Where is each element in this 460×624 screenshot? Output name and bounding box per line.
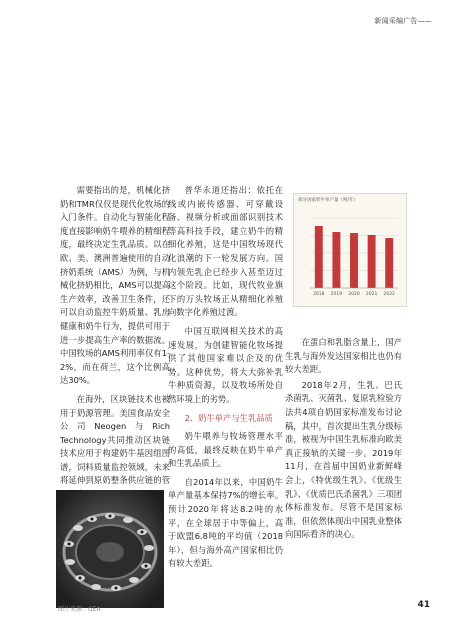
x-tick-label: 2020 [348,292,360,297]
paragraph: 在海外，区块链技术也被用于奶源管理。美国食品安全公司Neogen与Rich Technology共同推动区块链技术应用于构建奶牛基因组图谱，饲料质量监控领域，未来将延伸到原奶整条供应链的管 [60,393,170,486]
paragraph: 奶牛喂养与牧场管理水平的高低，最终反映在奶牛单产和生乳品质上。 [168,431,283,469]
x-tick-label: 2022 [383,292,395,297]
paragraph: 在蛋白和乳脂含量上，国产生乳与海外发达国家相比也仍有较大差距。 [285,337,402,375]
text-column-1 [60,184,170,502]
paragraph: 中国互联网相关技术的高速发展，为创建智能化牧场提供了其他国家难以企及的优势。这种优势，将大大弥补乳牛种质资源，以及牧场所处自然环境上的劣势。 [168,325,283,404]
chart-bar [350,233,358,288]
milking-parlor-image [56,490,164,608]
chart-bar [368,235,376,288]
section-subheading: 2、奶牛单产与生乳品质 [184,412,273,423]
chart-bar [385,238,393,288]
text-column-2 [168,184,283,571]
chart-title: 部分国家奶牛单产量（吨/年） [298,198,359,203]
x-tick-label: 2018 [313,292,325,297]
paragraph: 需要指出的是，机械化挤奶和TMR仅仅是现代化牧场的入门条件。自动化与智能化程度直接影响奶牛喂养的精细程度，最终决定生乳品质。以在欧、美、澳洲普遍使用的自动挤奶系统（AMS）为例，与机械化挤奶相比，AMS可以提高生产效率，改善卫生条件，还可以自动监控牛奶质量、乳房健康和奶牛行为，提供可用于进一步提高生产率的数据流。中国牧场的AMS利用率仅有1-2%，而在荷兰，这个比例高达30%。 [60,185,170,386]
x-tick-label: 2021 [365,292,378,297]
paragraph: 自2014年以来，中国奶牛单产量基本保持7%的增长率。预计2020年将达8.2吨的水平，在全球居于中等偏上，高于欧盟6.8吨的平均值（2018年），但与海外高产国家相比仍有较大差距。 [168,476,283,569]
page-number: 41 [417,600,430,610]
paragraph: 2018年2月，生乳、巴氏杀菌乳、灭菌乳、复原乳检验方法共4项自奶国家标准发布讨论稿，其中，首次提出生乳分级标准，被视为中国生乳标准向欧美真正接轨的关键一步。2019年11月，在首届中国奶业新鲜峰会上，《特优级生乳》、《优级生乳》、《优质巴氏杀菌乳》三项团体标准发布。尽管不是国家标准，但依然体现出中国乳业整体向国际看齐的决心。 [285,379,402,540]
paragraph: 普华永道还指出：依托在线或内嵌传感器、可穿戴设备、视频分析或面部识别技术等高科技手段，建立奶牛的精细化养殖，这是中国牧场现代化浪潮的下一轮发展方向。国内领先乳企已经步入甚至迈过这个阶段。比如，现代牧业旗下的万头牧场正从精细化养殖向数字化养殖过渡。 [168,185,283,318]
x-tick-label: 2019 [330,292,343,297]
section-header: 新闻采编广告—— [374,17,432,25]
chart-canvas [294,194,406,306]
text-column-3 [285,336,402,542]
rotary-milking-parlor-photo [56,490,164,608]
photo-caption: 图片来源：GEA [58,606,101,613]
chart-bar [332,232,340,288]
chart-bar [315,226,323,288]
yield-bar-chart [293,193,407,307]
